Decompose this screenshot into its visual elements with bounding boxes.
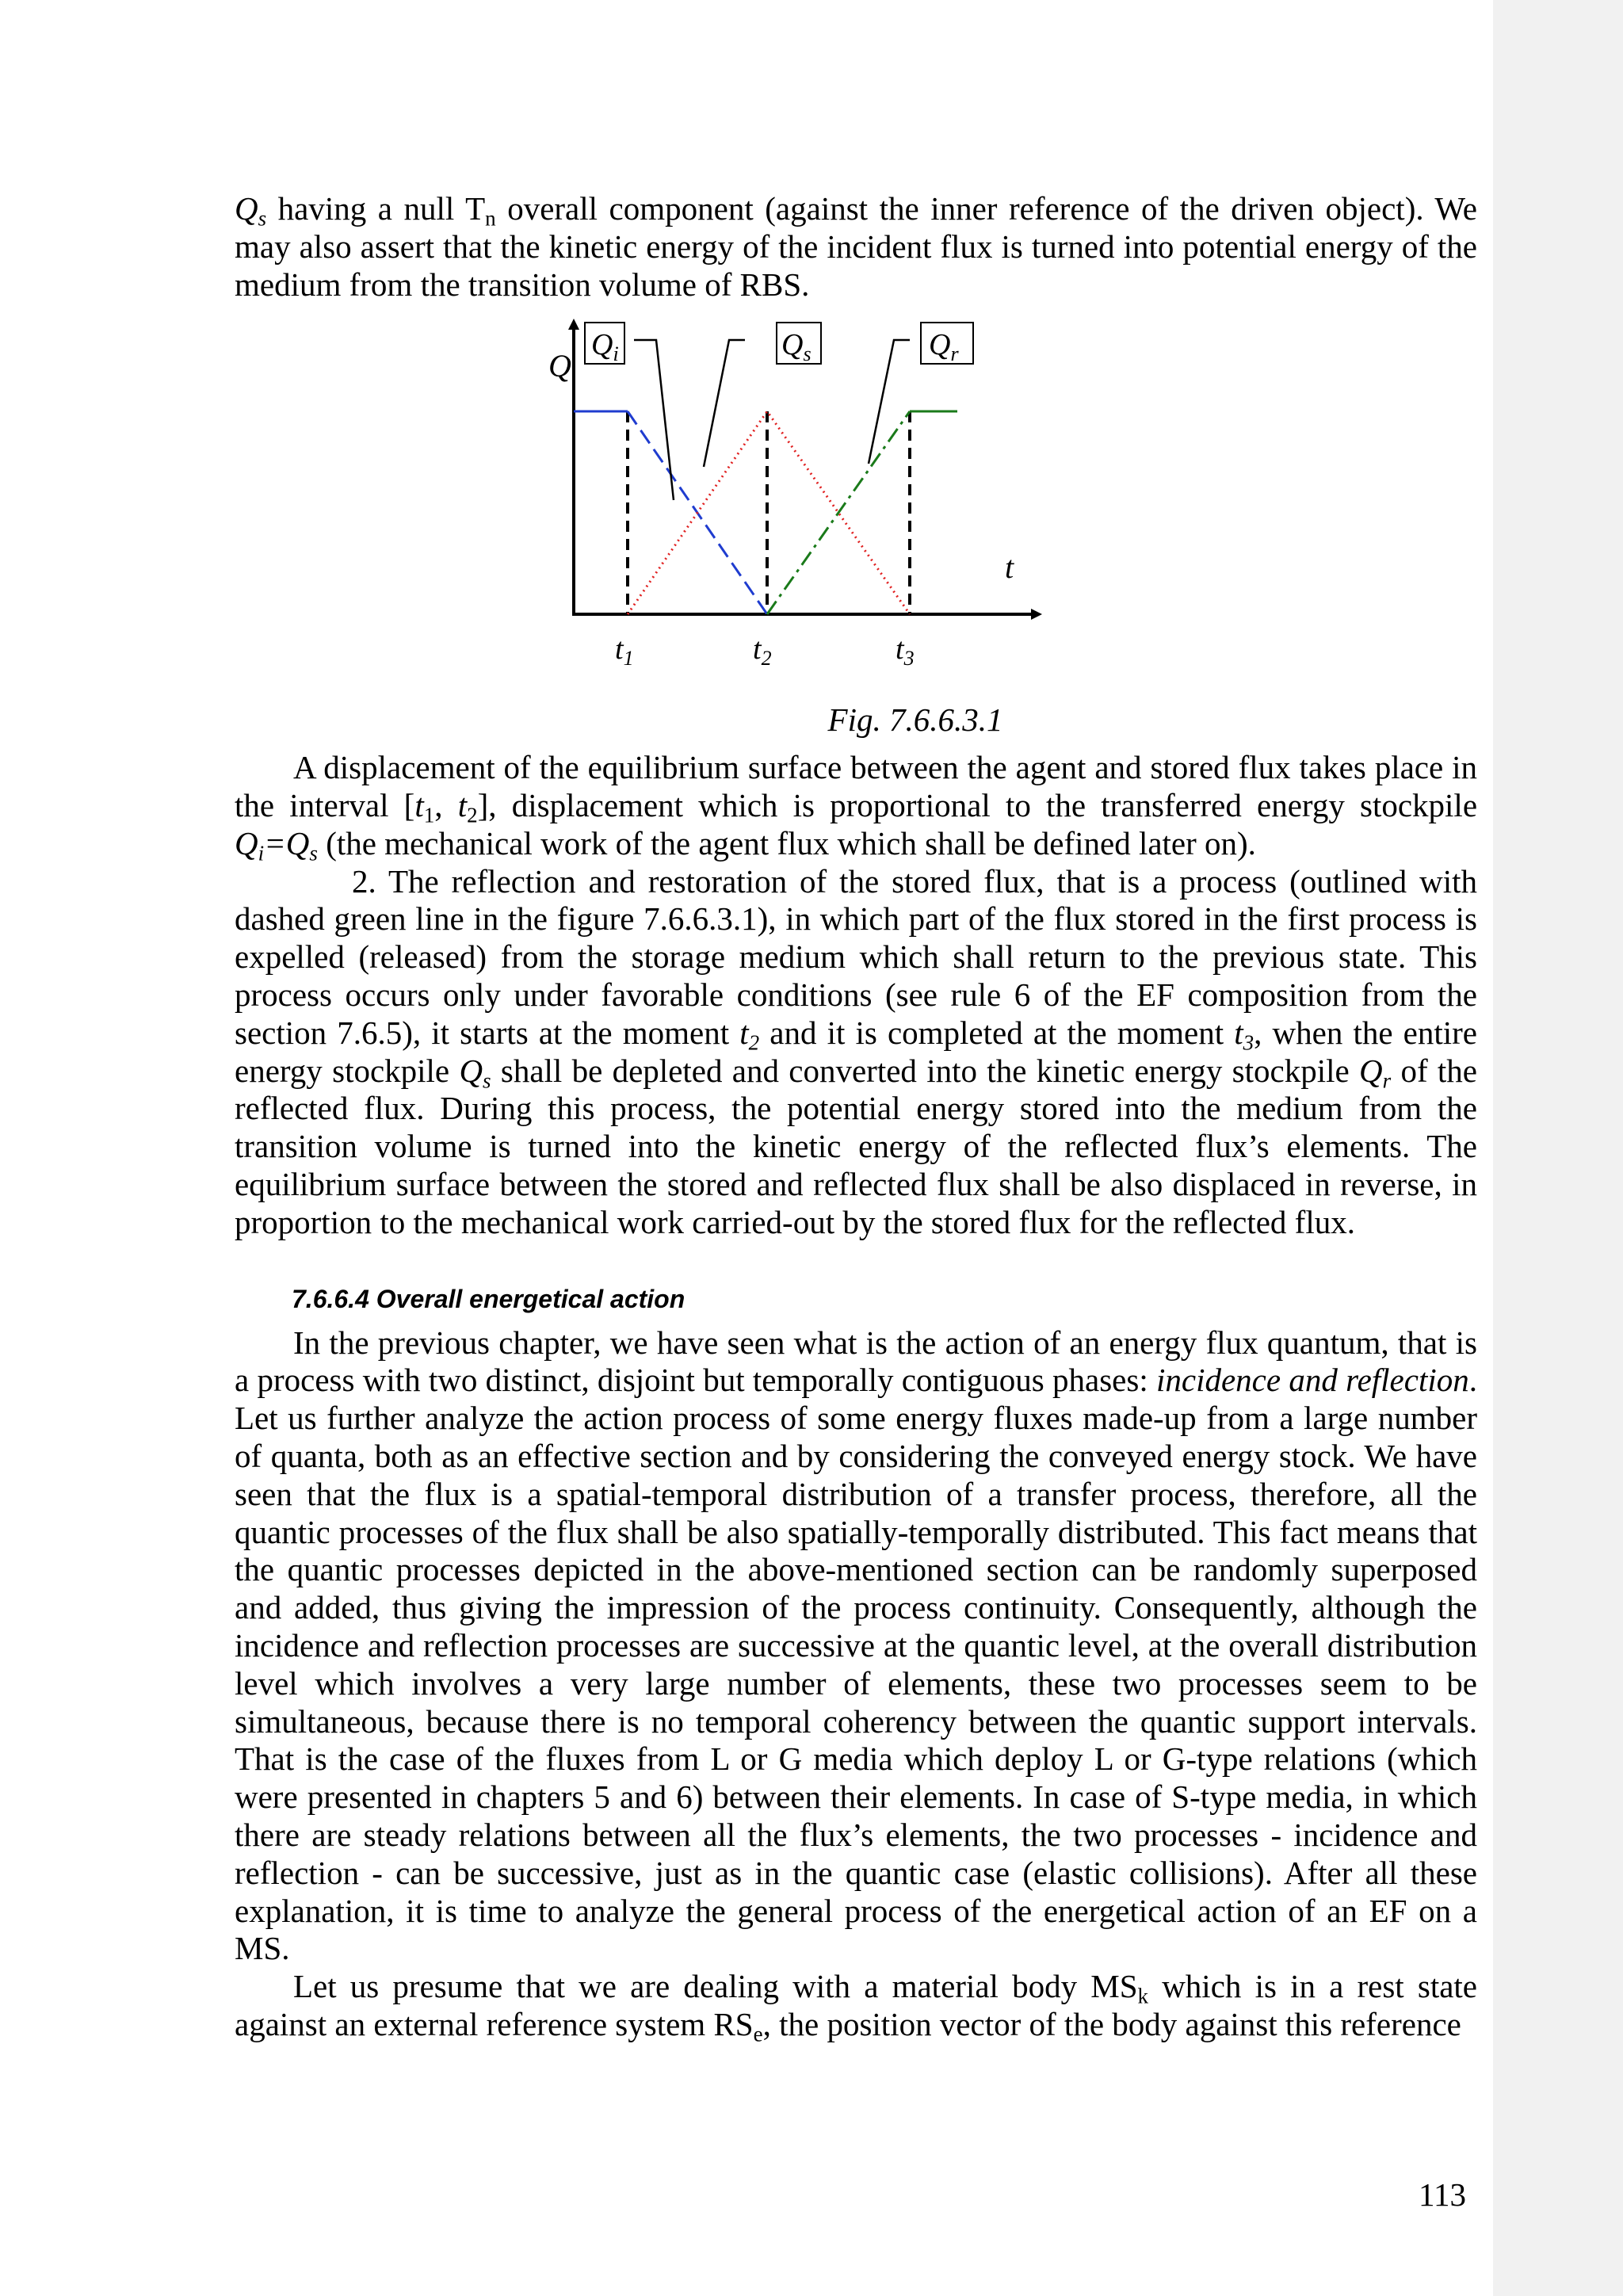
callout-qs: $Q_s$ bbox=[781, 328, 812, 366]
page-number: 113 bbox=[1419, 2176, 1466, 2213]
paragraph-1: $Q_s$ having a null $T_n$ overall component (against the inner reference of the driven object). We may also assert that the kinetic energy of the incident flux is turned into potential energy of the medium from the transition volume of RBS. bbox=[235, 190, 1478, 303]
document-page bbox=[235, 190, 1477, 2044]
paragraph-5: Let us presume that we are dealing with a material body $MS_k$ which is in a rest state against an external reference system $RS_e$, the position vector of the body against this reference bbox=[235, 1968, 1477, 2046]
callout-qr-leader bbox=[869, 340, 910, 464]
callout-qi-leader bbox=[634, 340, 674, 500]
callout-qi: $Q_i$ bbox=[591, 328, 619, 366]
x-axis-label: t bbox=[1005, 549, 1014, 586]
qs-symbol: $Q_s$ bbox=[235, 190, 267, 231]
tick-label-t1: $t_1$ bbox=[615, 632, 634, 670]
paragraph-2: A displacement of the equilibrium surface between the agent and stored flux takes place in the interval [$t_1$, $t_2$], displacement which is proportional to the transferred energy stockpile $Q_i=Q_s$ (the mechanical work of the agent flux which shall be defined later on). bbox=[235, 749, 1478, 865]
page-margin-band bbox=[1493, 0, 1623, 2296]
paragraph-4: In the previous chapter, we have seen what is the action of an energy flux quantum, that is a process with two distinct, disjoint but temporally contiguous phases: incidence and reflection. Let us further analyze the action process of some energy fluxes made-up from a large number of quanta, both as an effective section and by considering the conveyed energy stock. We have seen that the flux is a spatial-temporal distribution of a transfer process, therefore, all the quantic processes of the flux shall be also spatially-temporally distributed. This fact means that the quantic processes depicted in the above-mentioned section can be randomly superposed and added, thus giving the impression of the process continuity. Consequently, although the incidence and reflection processes are successive at the quantic level, at the overall distribution level which involves a very large number of elements, these two processes seem to be simultaneous, because there is no temporal coherency between the quantic support intervals. That is the case of the fluxes from L or G media which deploy L or G-type relations (which were presented in chapters 5 and 6) between their elements. In case of S-type media, in which there are steady relations between all the flux’s elements, the two processes - incidence and reflection - can be successive, just as in the quantic case (elastic collisions). After all these explanation, it is time to analyze the general process of the energetical action of an EF on a MS. bbox=[235, 1324, 1477, 1967]
tick-label-t3: $t_3$ bbox=[896, 632, 915, 670]
section-heading: 7.6.6.4 Overall energetical action bbox=[292, 1284, 685, 1313]
paragraph-3: 2. The reflection and restoration of the stored flux, that is a process (outlined with dashed green line in the figure 7.6.6.3.1), in which part of the flux stored in the first process is expelled (released) from the storage medium which shall return to the previous state. This process occurs only under favorable conditions (see rule 6 of the EF composition from the section 7.6.5), it starts at the moment $t_2$ and it is completed at the moment $t_3$, when the entire energy stockpile $Q_s$ shall be depleted and converted into the kinetic energy stockpile $Q_r$ of the reflected flux. During this process, the potential energy stored into the medium from the transition volume is turned into the kinetic energy of the reflected flux’s elements. The equilibrium surface between the stored and reflected flux shall be also displaced in reverse, in proportion to the mechanical work carried-out by the stored flux for the reflected flux. bbox=[235, 862, 1477, 1240]
flux-diagram bbox=[545, 313, 1052, 678]
figure-caption: Fig. 7.6.6.3.1 bbox=[827, 701, 1003, 739]
figure-7-6-6-3-1 bbox=[235, 313, 1477, 670]
tick-label-t2: $t_2$ bbox=[753, 632, 772, 670]
callout-qr: $Q_r$ bbox=[929, 328, 959, 366]
callout-qs-leader bbox=[704, 340, 745, 467]
y-axis-label: Q bbox=[548, 348, 571, 384]
